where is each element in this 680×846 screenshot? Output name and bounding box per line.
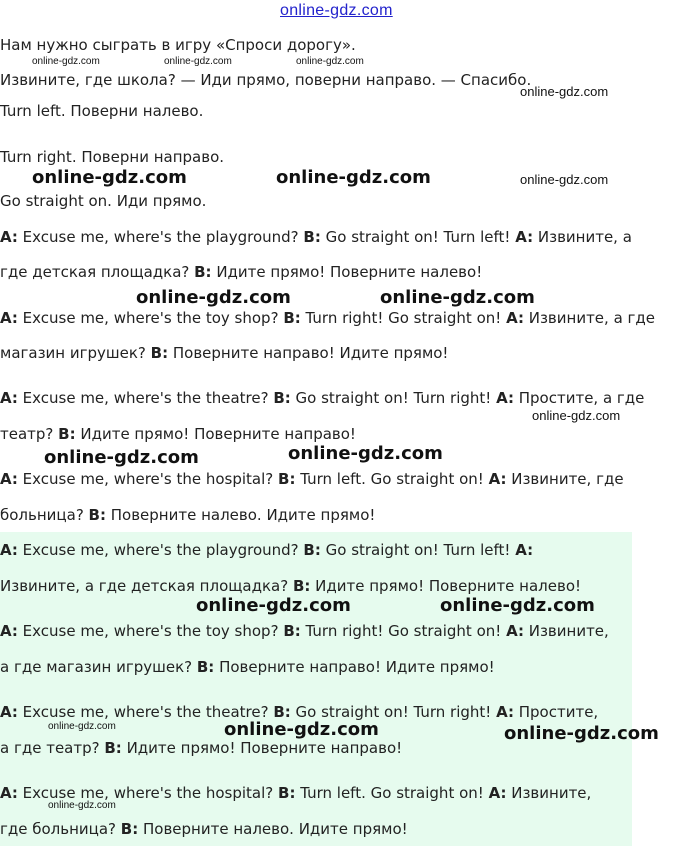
answer-1-line-1 xyxy=(0,540,533,560)
question-text: Excuse me, where's the playground? xyxy=(17,541,304,559)
intro-line-1: Нам нужно сыграть в игру «Спроси дорогу». xyxy=(0,36,356,54)
translation-text: больница? xyxy=(0,506,89,524)
speaker-a: A: xyxy=(496,389,514,407)
speaker-a: A: xyxy=(0,309,18,327)
dialogue-1-line-1 xyxy=(0,227,632,247)
speaker-b: B: xyxy=(196,658,215,676)
speaker-b: B: xyxy=(58,425,76,443)
dialogue-4-line-1 xyxy=(0,469,624,489)
answer-text: Turn left. Go straight on! xyxy=(295,470,489,488)
translation-text: Извините, а xyxy=(533,228,632,246)
dialogue-4-line-2 xyxy=(0,505,375,525)
watermark-large: online-gdz.com xyxy=(504,723,659,744)
speaker-b: B: xyxy=(273,703,291,721)
answer-2-line-1 xyxy=(0,621,609,641)
translation-text: где больница? xyxy=(0,820,121,838)
watermark-small: online-gdz.com xyxy=(48,721,116,732)
question-text: Excuse me, where's the toy shop? xyxy=(17,309,284,327)
speaker-a: A: xyxy=(506,309,524,327)
speaker-b: B: xyxy=(278,470,296,488)
speaker-a: A: xyxy=(515,228,534,246)
watermark-medium: online-gdz.com xyxy=(532,408,621,423)
speaker-a: A: xyxy=(488,784,507,802)
speaker-a: A: xyxy=(0,470,18,488)
speaker-a: A: xyxy=(506,622,524,640)
speaker-b: B: xyxy=(194,263,212,281)
dialogue-2-line-2 xyxy=(0,343,448,363)
speaker-b: B: xyxy=(303,541,321,559)
watermark-small: online-gdz.com xyxy=(32,56,100,67)
question-text: Excuse me, where's the theatre? xyxy=(17,703,274,721)
watermark-large: online-gdz.com xyxy=(196,595,351,616)
question-text: Excuse me, where's the playground? xyxy=(17,228,304,246)
translation-text: магазин игрушек? xyxy=(0,344,151,362)
watermark-small: online-gdz.com xyxy=(48,800,116,811)
watermark-large: online-gdz.com xyxy=(276,167,431,188)
answer-text: Turn right! Go straight on! xyxy=(300,622,507,640)
speaker-b: B: xyxy=(273,389,291,407)
speaker-a: A: xyxy=(488,470,507,488)
translation-text: Извините, где xyxy=(506,470,624,488)
dialogue-3-line-1 xyxy=(0,388,644,408)
intro-line-4: Turn right. Поверни направо. xyxy=(0,148,225,166)
watermark-large: online-gdz.com xyxy=(224,719,379,740)
speaker-b: B: xyxy=(104,739,122,757)
translation-text: Извините, а где детская площадка? xyxy=(0,577,293,595)
watermark-large: online-gdz.com xyxy=(288,443,443,464)
translation-text: а где театр? xyxy=(0,739,105,757)
watermark-large: online-gdz.com xyxy=(380,287,535,308)
intro-line-5: Go straight on. Иди прямо. xyxy=(0,192,207,210)
intro-line-3: Turn left. Поверни налево. xyxy=(0,102,204,120)
answer-text: Turn right! Go straight on! xyxy=(300,309,507,327)
speaker-b: B: xyxy=(283,309,301,327)
speaker-b: B: xyxy=(283,622,301,640)
translation-text: Поверните направо! Идите прямо! xyxy=(214,658,495,676)
translation-text: театр? xyxy=(0,425,59,443)
translation-text: а где магазин игрушек? xyxy=(0,658,197,676)
answer-3-line-2 xyxy=(0,738,402,758)
question-text: Excuse me, where's the hospital? xyxy=(17,784,279,802)
dialogue-1-line-2 xyxy=(0,262,482,282)
speaker-a: A: xyxy=(0,228,18,246)
answer-text: Go straight on! Turn right! xyxy=(290,389,497,407)
watermark-large: online-gdz.com xyxy=(32,167,187,188)
watermark-small: online-gdz.com xyxy=(296,56,364,67)
translation-text: Поверните налево. Идите прямо! xyxy=(105,506,376,524)
answer-text: Go straight on! Turn left! xyxy=(320,228,516,246)
watermark-medium: online-gdz.com xyxy=(520,172,609,187)
speaker-a: A: xyxy=(0,622,18,640)
question-text: Excuse me, where's the toy shop? xyxy=(17,622,284,640)
speaker-a: A: xyxy=(0,541,18,559)
translation-text: Извините, а где xyxy=(523,309,656,327)
translation-text: где детская площадка? xyxy=(0,263,195,281)
translation-text: Идите прямо! Поверните направо! xyxy=(121,739,403,757)
intro-line-2: Извините, где школа? — Иди прямо, поверни направо. — Спасибо. xyxy=(0,71,532,89)
watermark-large: online-gdz.com xyxy=(44,447,199,468)
speaker-a: A: xyxy=(0,703,18,721)
question-text: Excuse me, where's the theatre? xyxy=(17,389,274,407)
translation-text: Поверните направо! Идите прямо! xyxy=(168,344,449,362)
watermark-large: online-gdz.com xyxy=(440,595,595,616)
watermark-medium: online-gdz.com xyxy=(520,84,609,99)
speaker-b: B: xyxy=(88,506,106,524)
watermark-top-link[interactable]: online-gdz.com xyxy=(280,2,393,19)
speaker-b: B: xyxy=(120,820,139,838)
answer-text: Go straight on! Turn right! xyxy=(290,703,497,721)
translation-text: Идите прямо! Поверните налево! xyxy=(211,263,483,281)
speaker-b: B: xyxy=(150,344,169,362)
speaker-a: A: xyxy=(0,389,18,407)
speaker-a: A: xyxy=(515,541,534,559)
dialogue-3-line-2 xyxy=(0,424,356,444)
answer-2-line-2 xyxy=(0,657,495,677)
translation-text: Поверните налево. Идите прямо! xyxy=(138,820,408,838)
translation-text: Простите, xyxy=(513,703,599,721)
translation-text: Извините, xyxy=(523,622,609,640)
speaker-b: B: xyxy=(278,784,296,802)
translation-text: Извините, xyxy=(506,784,592,802)
translation-text: Идите прямо! Поверните направо! xyxy=(75,425,356,443)
speaker-a: A: xyxy=(0,784,18,802)
speaker-b: B: xyxy=(303,228,321,246)
speaker-a: A: xyxy=(496,703,514,721)
watermark-large: online-gdz.com xyxy=(136,287,291,308)
dialogue-2-line-1 xyxy=(0,308,655,328)
speaker-b: B: xyxy=(292,577,311,595)
answer-1-line-2 xyxy=(0,576,581,596)
question-text: Excuse me, where's the hospital? xyxy=(17,470,279,488)
translation-text: Простите, а где xyxy=(513,389,645,407)
answer-text: Turn left. Go straight on! xyxy=(295,784,489,802)
answer-4-line-2 xyxy=(0,819,408,839)
answer-text: Go straight on! Turn left! xyxy=(320,541,516,559)
watermark-small: online-gdz.com xyxy=(164,56,232,67)
translation-text: Идите прямо! Поверните налево! xyxy=(310,577,582,595)
